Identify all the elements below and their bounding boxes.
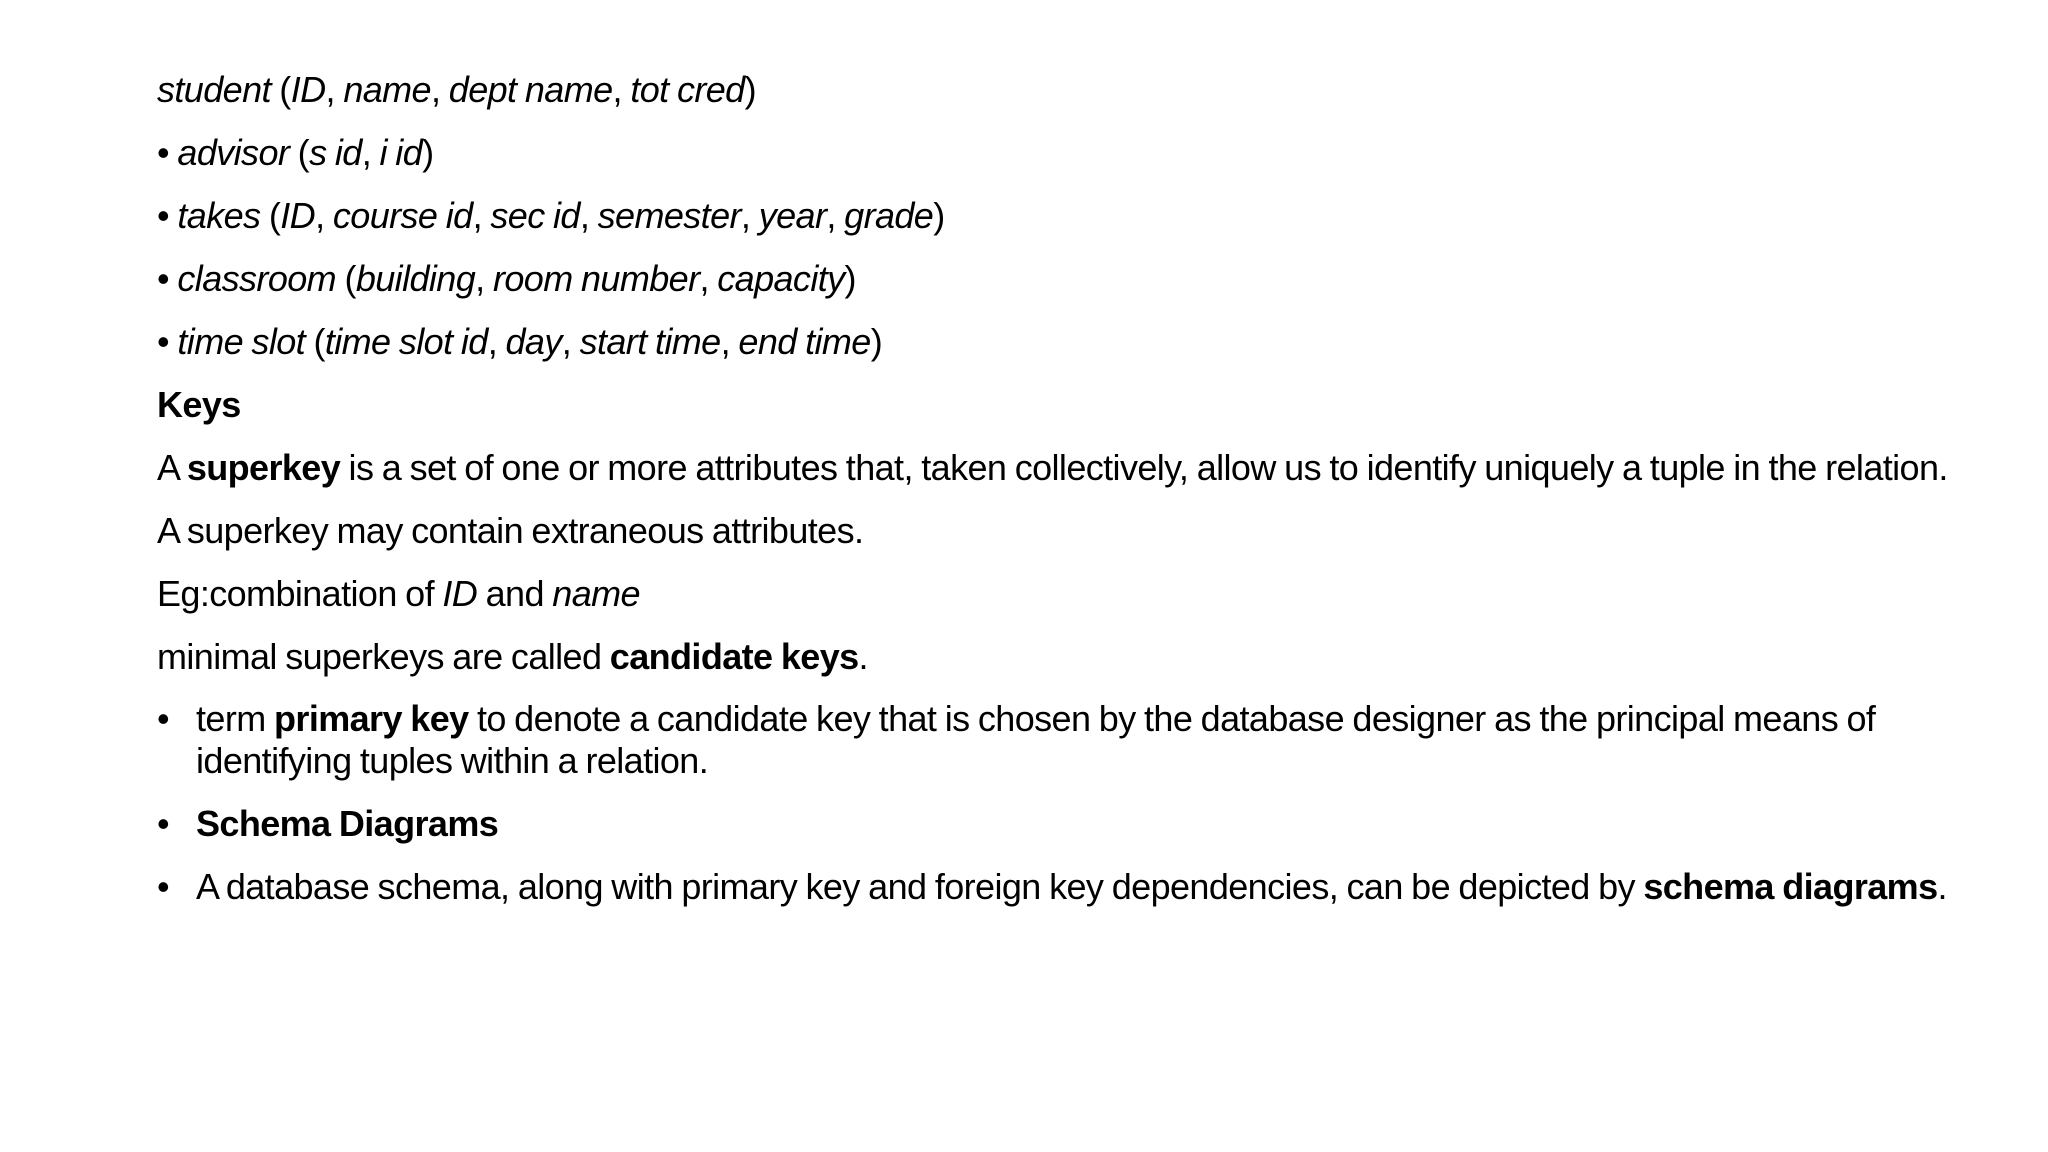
schema-bullet: • <box>157 321 178 362</box>
paren-open: ( <box>270 69 291 110</box>
attribute-name: time slot id <box>324 321 488 362</box>
attr-separator: , <box>740 195 759 236</box>
candidate-pre: minimal superkeys are called <box>157 636 610 677</box>
paren-close: ) <box>933 195 945 236</box>
attribute-name: ID <box>290 69 326 110</box>
attribute-name: name <box>343 69 431 110</box>
example-mid: and <box>477 573 553 614</box>
paren-open: ( <box>260 195 281 236</box>
schema-bullet: • <box>157 195 178 236</box>
relation-name: student <box>157 69 271 110</box>
relation-schema-line <box>157 131 1987 194</box>
bullet-marker: • <box>157 866 170 907</box>
attribute-name: end time <box>738 321 871 362</box>
attr-separator: , <box>315 195 333 236</box>
example-pre: Eg:combination of <box>157 573 443 614</box>
relation-schema-list <box>157 68 1987 383</box>
schema-bullet: • <box>157 258 178 299</box>
superkey-pre: A <box>157 447 187 488</box>
attribute-name: s id <box>309 132 362 173</box>
relation-name: classroom <box>177 258 337 299</box>
example-attr-id: ID <box>442 573 478 614</box>
candidate-keys-definition <box>157 635 1987 698</box>
attr-separator: , <box>472 195 491 236</box>
attribute-name: ID <box>280 195 316 236</box>
primary-term: primary key <box>274 698 469 739</box>
attribute-name: day <box>505 321 562 362</box>
paren-close: ) <box>870 321 883 362</box>
schema-def-pre: A database schema, along with primary key and foreign key dependencies, can be depicted by <box>196 866 1644 907</box>
attribute-name: year <box>758 195 827 236</box>
attribute-name: tot cred <box>630 69 745 110</box>
attribute-name: start time <box>579 321 721 362</box>
schema-def-term: schema diagrams <box>1643 866 1938 907</box>
attr-separator: , <box>325 69 344 110</box>
paren-close: ) <box>422 132 434 173</box>
paren-close: ) <box>844 258 856 299</box>
bullet-marker: • <box>157 698 170 739</box>
superkey-example <box>157 572 1987 635</box>
example-attr-name: name <box>552 573 640 614</box>
attr-separator: , <box>430 69 449 110</box>
attr-separator: , <box>826 195 845 236</box>
attr-separator: , <box>579 195 598 236</box>
schema-def-post: . <box>1937 866 1947 907</box>
primary-pre: term <box>196 698 275 739</box>
attr-separator: , <box>487 321 506 362</box>
primary-post: to denote a candidate key that is chosen by the database designer as the principal means of identifying tuples within a relation. <box>196 698 1876 781</box>
attribute-name: room number <box>492 258 700 299</box>
attr-separator: , <box>361 132 380 173</box>
attr-separator: , <box>561 321 580 362</box>
relation-name: time slot <box>177 321 306 362</box>
keys-heading: Keys <box>157 384 241 425</box>
bullet-schema-definition <box>157 866 1987 908</box>
relation-schema-line <box>157 68 1987 131</box>
schema-bullet: • <box>157 132 178 173</box>
bullet-primary-key <box>157 698 1987 782</box>
superkey-post: is a set of one or more attributes that, taken collectively, allow us to identify uniquely a tuple in the relation. <box>340 447 1948 488</box>
attribute-name: i id <box>379 132 423 173</box>
slide-content <box>157 68 1987 929</box>
candidate-post: . <box>858 636 868 677</box>
paren-close: ) <box>744 69 756 110</box>
candidate-term: candidate keys <box>609 636 859 677</box>
bullet-marker: • <box>157 803 170 844</box>
attr-separator: , <box>612 69 631 110</box>
relation-schema-line <box>157 257 1987 320</box>
schema-diagrams-heading <box>196 803 1987 845</box>
attr-separator: , <box>475 258 493 299</box>
schema-definition-text <box>196 866 1987 908</box>
paren-open: ( <box>305 321 325 362</box>
schema-heading-text: Schema Diagrams <box>196 803 499 844</box>
attr-separator: , <box>720 321 739 362</box>
extraneous-note: A superkey may contain extraneous attributes. <box>157 510 864 551</box>
attribute-name: sec id <box>490 195 580 236</box>
attribute-name: building <box>355 258 476 299</box>
attribute-name: dept name <box>448 69 613 110</box>
attribute-name: semester <box>597 195 741 236</box>
relation-schema-line <box>157 320 1987 383</box>
paren-open: ( <box>289 132 310 173</box>
relation-name: takes <box>177 195 261 236</box>
attribute-name: capacity <box>717 258 845 299</box>
paren-open: ( <box>336 258 356 299</box>
attribute-name: course id <box>332 195 473 236</box>
attr-separator: , <box>699 258 718 299</box>
relation-name: advisor <box>177 132 290 173</box>
bullet-schema-diagrams <box>157 803 1987 845</box>
primary-key-text <box>196 698 1987 782</box>
superkey-term: superkey <box>186 447 341 488</box>
relation-schema-line <box>157 194 1987 257</box>
attribute-name: grade <box>844 195 934 236</box>
superkey-definition <box>157 446 1987 509</box>
